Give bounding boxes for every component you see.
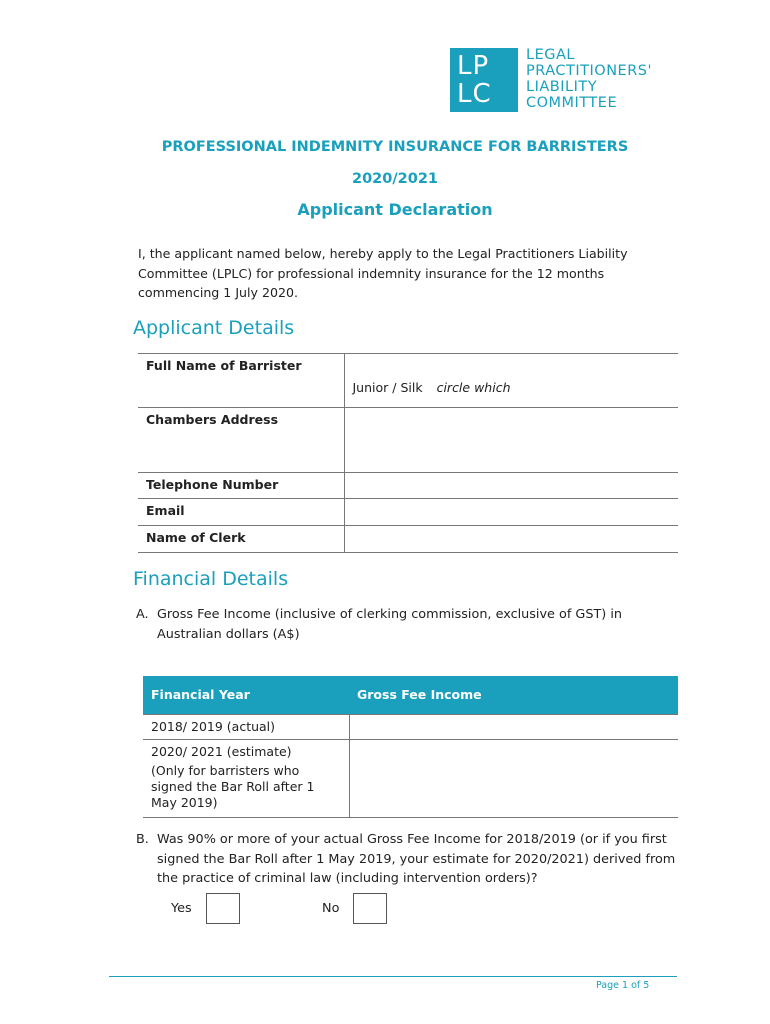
item-b <box>136 830 677 889</box>
full-name-label: Full Name of Barrister <box>138 354 344 408</box>
clerk-label: Name of Clerk <box>138 526 344 553</box>
applicant-details-heading: Applicant Details <box>133 317 295 339</box>
item-a <box>136 605 667 644</box>
financial-details-heading: Financial Details <box>133 568 289 590</box>
gross-fee-table <box>143 676 678 818</box>
clerk-field[interactable] <box>344 526 678 553</box>
yes-option <box>171 893 240 924</box>
junior-silk-option[interactable] <box>353 380 671 395</box>
table-row <box>143 739 678 817</box>
year-2020-2021-cell <box>143 739 349 817</box>
table-row <box>138 408 678 473</box>
financial-year-header: Financial Year <box>143 676 349 714</box>
logo-mark <box>450 48 518 112</box>
no-label: No <box>322 901 340 916</box>
email-label: Email <box>138 499 344 526</box>
document-year: 2020/2021 <box>351 171 438 187</box>
no-checkbox[interactable] <box>353 893 387 924</box>
item-a-marker: A. <box>136 607 149 622</box>
year-2018-2019-cell: 2018/ 2019 (actual) <box>143 714 349 739</box>
document-subtitle: Applicant Declaration <box>297 200 493 219</box>
full-name-field[interactable] <box>344 354 678 408</box>
page-number: Page 1 of 5 <box>596 980 650 991</box>
logo-line-2: PRACTITIONERS' <box>526 63 652 79</box>
footer-divider <box>109 976 677 977</box>
junior-silk-text: Junior / Silk <box>352 380 423 395</box>
logo-line-4: COMMITTEE <box>526 95 618 111</box>
logo-mark-line-1: LP <box>457 51 490 81</box>
item-b-marker: B. <box>136 832 149 847</box>
no-option <box>322 893 387 924</box>
year-2020-2021-text: 2020/ 2021 (estimate) <box>151 743 292 759</box>
table-row <box>138 354 678 408</box>
logo-line-3: LIABILITY <box>526 79 598 95</box>
item-a-text: Gross Fee Income (inclusive of clerking commission, exclusive of GST) in Australian dollars (A$) <box>157 607 622 642</box>
email-field[interactable] <box>344 499 678 526</box>
item-b-text: Was 90% or more of your actual Gross Fee Income for 2018/2019 (or if you first signed the Bar Roll after 1 May 2019, your estimate for 2020/2021) derived from the practice of criminal law (including intervention orders)? <box>157 832 676 886</box>
gross-fee-income-header: Gross Fee Income <box>349 676 678 714</box>
table-row <box>138 526 678 553</box>
chambers-address-label: Chambers Address <box>138 408 344 473</box>
logo-wordmark <box>526 47 652 111</box>
table-row <box>138 499 678 526</box>
document-title: PROFESSIONAL INDEMNITY INSURANCE FOR BARRISTERS <box>161 139 629 155</box>
circle-which-hint: circle which <box>436 380 511 395</box>
intro-paragraph: I, the applicant named below, hereby apply to the Legal Practitioners Liability Committee (LPLC) for professional indemnity insurance for the 12 months commencing 1 July 2020. <box>138 246 628 300</box>
table-header-row <box>143 676 678 714</box>
yes-checkbox[interactable] <box>206 893 240 924</box>
income-2018-2019-field[interactable] <box>349 714 678 739</box>
lplc-logo <box>450 48 652 112</box>
table-row <box>138 473 678 499</box>
logo-mark-line-2: LC <box>457 79 492 109</box>
chambers-address-field[interactable] <box>344 408 678 473</box>
income-2020-2021-field[interactable] <box>349 739 678 817</box>
year-2020-2021-note: (Only for barristers who signed the Bar Roll after 1 May 2019) <box>151 762 315 810</box>
telephone-label: Telephone Number <box>138 473 344 499</box>
applicant-details-table <box>138 353 678 553</box>
telephone-field[interactable] <box>344 473 678 499</box>
yes-label: Yes <box>171 901 192 916</box>
logo-line-1: LEGAL <box>526 47 575 63</box>
table-row <box>143 714 678 739</box>
